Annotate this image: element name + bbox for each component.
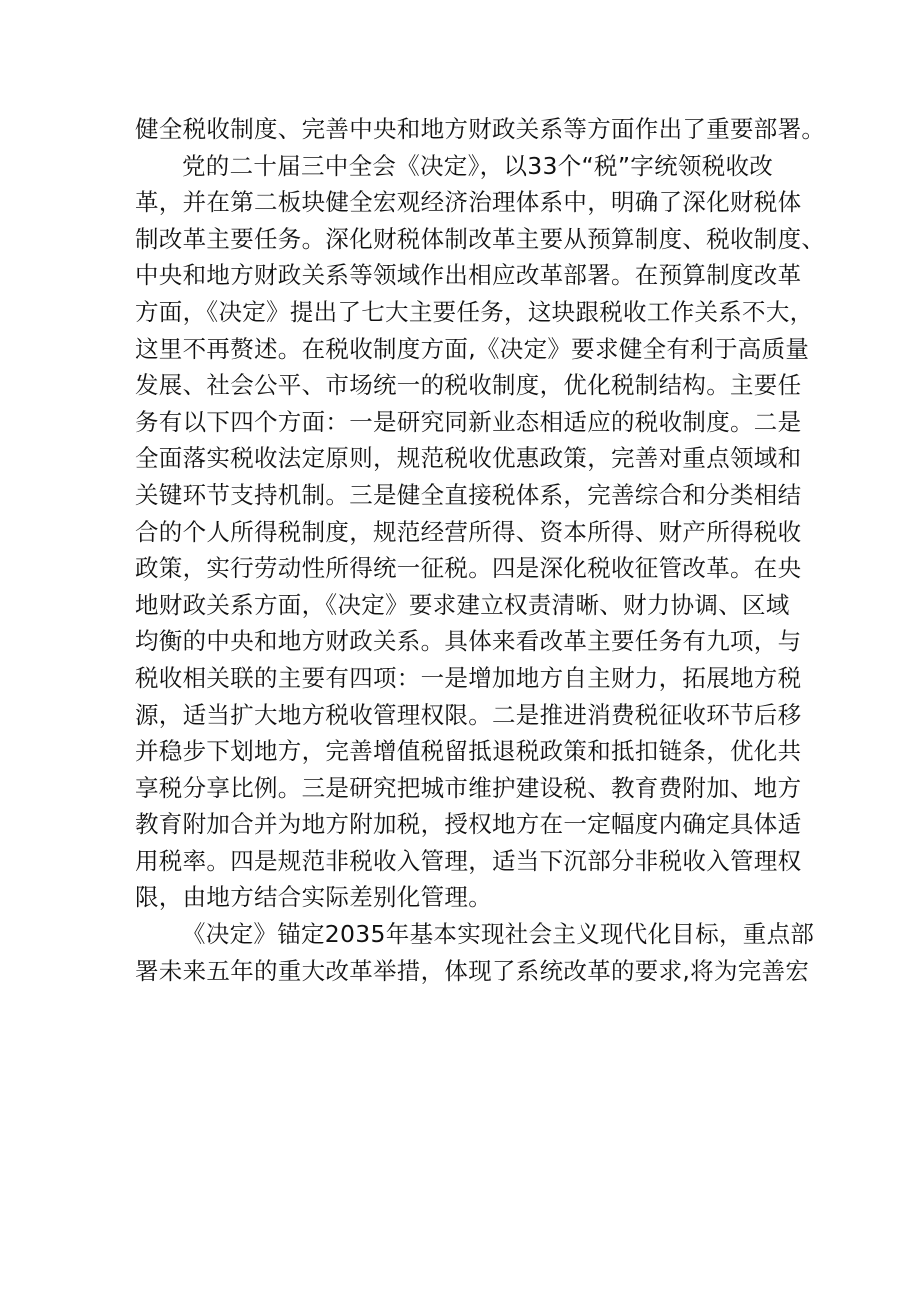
document-body [135, 111, 826, 989]
text-line: 中央和地方财政关系等领域作出相应改革部署。在预算制度改革 [135, 261, 802, 290]
text-line: 党的二十届三中全会《决定》，以33个“税”字统领税收改 [182, 151, 774, 180]
text-line: 全面落实税收法定原则，规范税收优惠政策，完善对重点领域和 [135, 444, 802, 473]
text-line: 均衡的中央和地方财政关系。具体来看改革主要任务有九项，与 [135, 627, 802, 656]
text-line: 用税率。四是规范非税收入管理，适当下沉部分非税收入管理权 [135, 846, 802, 875]
text-line: 署未来五年的重大改革举措，体现了系统改革的要求,将为完善宏 [135, 956, 810, 985]
text-line: 源，适当扩大地方税收管理权限。二是推进消费税征收环节后移 [135, 700, 802, 729]
text-line: 革，并在第二板块健全宏观经济治理体系中，明确了深化财税体 [135, 188, 802, 217]
text-line: 《决定》锚定2035年基本实现社会主义现代化目标，重点部 [182, 920, 815, 949]
paragraph-3 [135, 916, 815, 989]
text-line: 合的个人所得税制度，规范经营所得、资本所得、财产所得税收 [135, 517, 802, 546]
text-line: 发展、社会公平、市场统一的税收制度，优化税制结构。主要任 [135, 371, 802, 400]
text-line: 享税分享比例。三是研究把城市维护建设税、教育费附加、地方 [135, 773, 802, 802]
text-line: 限，由地方结合实际差别化管理。 [135, 883, 492, 912]
text-line: 政策，实行劳动性所得统一征税。四是深化税收征管改革。在央 [135, 554, 802, 583]
text-line: 务有以下四个方面：一是研究同新业态相适应的税收制度。二是 [135, 407, 802, 436]
text-line: 关键环节支持机制。三是健全直接税体系，完善综合和分类相结 [135, 480, 802, 509]
text-line: 制改革主要任务。深化财税体制改革主要从预算制度、税收制度、 [135, 224, 826, 253]
text-line: 税收相关联的主要有四项：一是增加地方自主财力，拓展地方税 [135, 663, 802, 692]
text-line: 这里不再赘述。在税收制度方面,《决定》要求健全有利于高质量 [135, 334, 810, 363]
text-line: 方面，《决定》提出了七大主要任务，这块跟税收工作关系不大， [135, 297, 814, 326]
paragraph-2 [135, 148, 826, 916]
text-line: 地财政关系方面，《决定》要求建立权责清晰、财力协调、区域 [135, 590, 790, 619]
text-line: 健全税收制度、完善中央和地方财政关系等方面作出了重要部署。 [135, 115, 826, 143]
text-line: 并稳步下划地方，完善增值税留抵退税政策和抵扣链条，优化共 [135, 737, 802, 766]
paragraph-1 [135, 111, 826, 148]
text-line: 教育附加合并为地方附加税，授权地方在一定幅度内确定具体适 [135, 810, 802, 839]
